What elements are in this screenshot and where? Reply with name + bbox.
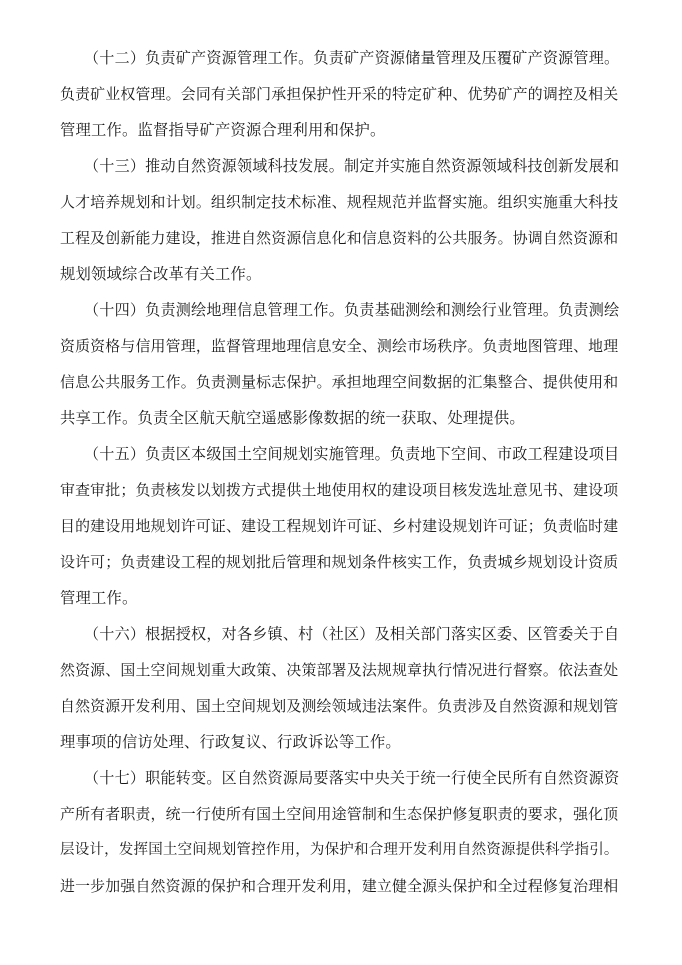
paragraph-14-line-3: 信息公共服务工作。负责测量标志保护。承担地理空间数据的汇集整合、提供使用和 xyxy=(60,373,619,391)
paragraph-15-line-5: 管理工作。 xyxy=(60,589,138,607)
paragraph-15-line-3: 目的建设用地规划许可证、建设工程规划许可证、乡村建设规划许可证；负责临时建 xyxy=(60,517,619,535)
paragraph-15-line-4: 设许可；负责建设工程的规划批后管理和规划条件核实工作，负责城乡规划设计资质 xyxy=(60,553,619,571)
paragraph-17-line-2: 产所有者职责，统一行使所有国土空间用途管制和生态保护修复职责的要求，强化顶 xyxy=(60,805,619,823)
paragraph-16-line-4: 理事项的信访处理、行政复议、行政诉讼等工作。 xyxy=(60,733,401,751)
paragraph-13-line-2: 人才培养规划和计划。组织制定技术标准、规程规范并监督实施。组织实施重大科技 xyxy=(60,193,619,211)
paragraph-17-line-4: 进一步加强自然资源的保护和合理开发利用，建立健全源头保护和全过程修复治理相 xyxy=(60,877,619,895)
paragraph-13-line-3: 工程及创新能力建设，推进自然资源信息化和信息资料的公共服务。协调自然资源和 xyxy=(60,229,619,247)
paragraph-14-line-1: （十四）负责测绘地理信息管理工作。负责基础测绘和测绘行业管理。负责测绘 xyxy=(84,301,620,319)
paragraph-12-line-2: 负责矿业权管理。会同有关部门承担保护性开采的特定矿种、优势矿产的调控及相关 xyxy=(60,85,619,103)
paragraph-17-line-3: 层设计，发挥国土空间规划管控作用，为保护和合理开发利用自然资源提供科学指引。 xyxy=(60,842,619,858)
paragraph-16-line-3: 自然资源开发利用、国土空间规划及测绘领域违法案件。负责涉及自然资源和规划管 xyxy=(60,697,619,715)
paragraph-16-line-2: 然资源、国土空间规划重大政策、决策部署及法规规章执行情况进行督察。依法查处 xyxy=(60,661,619,679)
paragraph-15-line-1: （十五）负责区本级国土空间规划实施管理。负责地下空间、市政工程建设项目 xyxy=(84,445,620,463)
paragraph-16-line-1: （十六）根据授权，对各乡镇、村（社区）及相关部门落实区委、区管委关于自 xyxy=(84,625,620,643)
paragraph-17-line-1: （十七）职能转变。区自然资源局要落实中央关于统一行使全民所有自然资源资 xyxy=(84,769,620,787)
paragraph-13-line-1: （十三）推动自然资源领域科技发展。制定并实施自然资源领域科技创新发展和 xyxy=(84,157,620,175)
paragraph-14-line-2: 资质资格与信用管理，监督管理地理信息安全、测绘市场秩序。负责地图管理、地理 xyxy=(60,337,619,355)
paragraph-12-line-1: （十二）负责矿产资源管理工作。负责矿产资源储量管理及压覆矿产资源管理。 xyxy=(84,49,620,67)
paragraph-12-line-3: 管理工作。监督指导矿产资源合理利用和保护。 xyxy=(60,121,386,139)
paragraph-13-line-4: 规划领域综合改革有关工作。 xyxy=(60,265,262,283)
paragraph-14-line-4: 共享工作。负责全区航天航空遥感影像数据的统一获取、处理提供。 xyxy=(60,409,525,427)
paragraph-15-line-2: 审查审批；负责核发以划拨方式提供土地使用权的建设项目核发选址意见书、建设项 xyxy=(60,481,619,499)
